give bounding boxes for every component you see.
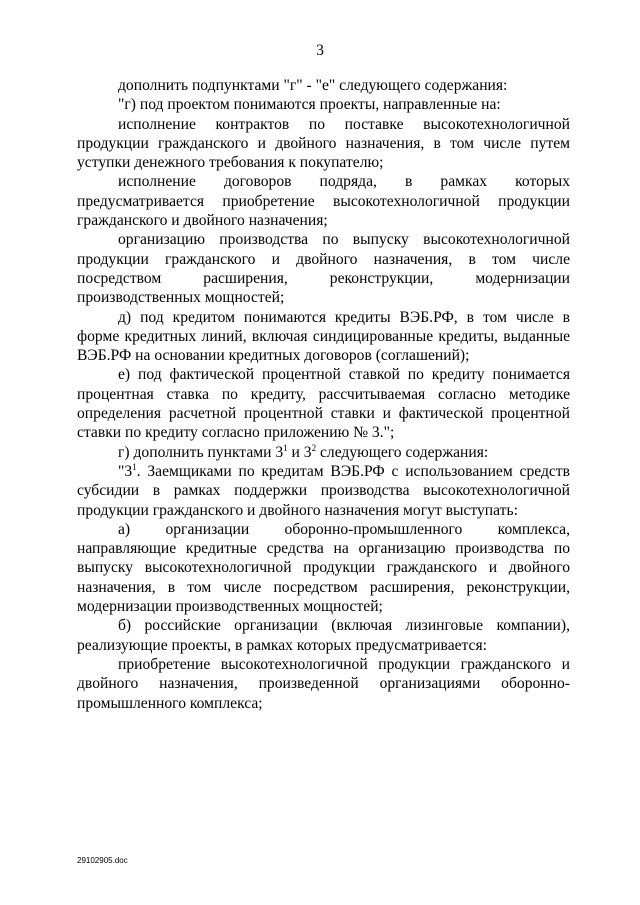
superscript: 2: [311, 442, 317, 453]
document-footer-filename: 29102905.doc: [77, 856, 128, 865]
paragraph-b-russian-organizations: б) российские организации (включая лизинговые компании), реализующие проекты, в рамках которых предусматривается:: [77, 617, 570, 654]
paragraph-intro: дополнить подпунктами "г" - "е" следующего содержания:: [118, 77, 508, 94]
document-body: [77, 76, 570, 713]
paragraph-d-credit: д) под кредитом понимаются кредиты ВЭБ.РФ, в том числе в форме кредитных линий, включая синдицированные кредиты, выданные ВЭБ.РФ на основании кредитных договоров (соглашений);: [77, 308, 570, 365]
paragraph-a-defense-organizations: а) организации оборонно-промышленного комплекса, направляющие кредитные средства на организацию производства по выпуску высокотехнологичной продукции гражданского и двойного назначения, в том числе посредством расширения, реконструкции, модернизации производственных мощностей;: [77, 520, 570, 616]
text-fragment: г) дополнить пунктами 3: [118, 443, 284, 461]
paragraph-e-interest-rate: е) под фактической процентной ставкой по кредиту понимается процентная ставка по кредиту, рассчитываемая согласно методике определения расчетной процентной ставки и фактической процентной ставки по кредиту согласно приложению № 3.";: [77, 366, 570, 442]
superscript: 1: [132, 461, 137, 472]
page-number: 3: [316, 42, 324, 59]
text-fragment: следующего содержания:: [316, 443, 489, 461]
paragraph-acquisition: приобретение высокотехнологичной продукции гражданского и двойного назначения, произведенной организациями оборонно-промышленного комплекса;: [77, 655, 570, 712]
text-fragment: и 3: [287, 443, 312, 461]
paragraph-borrowers: [77, 462, 570, 520]
paragraph-g-add-points: [77, 443, 570, 462]
superscript: 1: [283, 442, 288, 453]
paragraph-construction-contracts: исполнение договоров подряда, в рамках которых предусматривается приобретение высокотехнологичной продукции гражданского и двойного назначения;: [77, 173, 570, 230]
text-fragment: "3: [118, 462, 133, 480]
text-fragment: . Заемщиками по кредитам ВЭБ.РФ с использованием средств субсидии в рамках поддержки производства высокотехнологичной продукции гражданского и двойного назначения могут выступать:: [77, 462, 570, 519]
paragraph-contracts: исполнение контрактов по поставке высокотехнологичной продукции гражданского и двойного назначения, в том числе путем уступки денежного требования к покупателю;: [77, 115, 570, 172]
paragraph-g-project: "г) под проектом понимаются проекты, направленные на:: [118, 96, 501, 114]
paragraph-production-organization: организацию производства по выпуску высокотехнологичной продукции гражданского и двойного назначения, в том числе посредством расширения, реконструкции, модернизации производственных мощностей;: [77, 231, 570, 307]
